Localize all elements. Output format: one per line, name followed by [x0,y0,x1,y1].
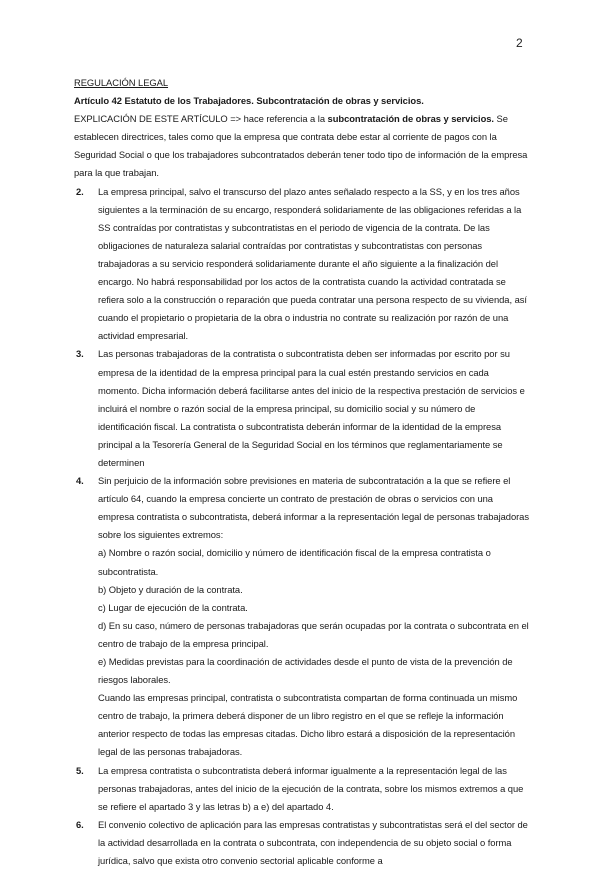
item-number: 4. [76,475,84,487]
subitem-c: c) Lugar de ejecución de la contrata. [98,601,248,613]
item-text: La empresa contratista o subcontratista deberá informar igualmente a la representación legal de las personas trabajadoras, antes del inicio de la ejecución de la contrata, sobre los mismos extremos a que se refiere el apartado 3 y las letras b) a e) del apartado 4. [98,764,524,812]
subitem-a: a) Nombre o razón social, domicilio y número de identificación fiscal de la empresa contratista o subcontratista. [98,547,491,577]
list-item [74,345,530,472]
item-number: 6. [76,818,84,830]
section-heading: REGULACIÓN LEGAL [74,77,169,88]
article-title: Artículo 42 Estatuto de los Trabajadores. Subcontratación de obras y servicios. [74,95,424,107]
item-number: 3. [76,348,84,360]
article-explanation [74,110,530,182]
list-item [74,762,530,816]
item-text: Sin perjuicio de la información sobre previsiones en materia de subcontratación a la que se refiere el artículo 64, cuando la empresa concierte un contrato de prestación de obras o servicios con una empresa contratista o subcontratista, deberá informar a la representación legal de personas trabajadoras sobre los siguientes extremos: [98,475,529,541]
explanation-topic: subcontratación de obras y servicios. [327,113,494,125]
subitem-paragraph: Cuando las empresas principal, contratista o subcontratista compartan de forma continuada un mismo centro de trabajo, la primera deberá disponer de un libro registro en el que se refleje la información anterior respecto de todas las empresas citadas. Dicho libro estará a disposición de la representación legal de las personas trabajadoras. [98,692,518,758]
subitem-b: b) Objeto y duración de la contrata. [98,583,243,595]
document-body [74,74,530,870]
item-text: El convenio colectivo de aplicación para las empresas contratistas y subcontratistas será el del sector de la actividad desarrollada en la contrata o subcontrata, con independencia de su objeto social o forma jurídica, salvo que exista otro convenio sectorial aplicable conforme a [98,818,528,867]
explanation-text: Se establecen directrices, tales como que la empresa que contrata debe estar al corriente de pagos con la Seguridad Social o que los trabajadores subcontratados deberán tener todo tipo de información de la empresa para la que trabajan. [74,113,528,179]
list-item [74,472,530,762]
subitem-e: e) Medidas previstas para la coordinación de actividades desde el punto de vista de la prevención de riesgos laborales. [98,656,513,686]
item-number: 2. [76,185,84,197]
article-items [74,183,530,870]
list-item [74,183,530,346]
explanation-prefix: EXPLICACIÓN DE ESTE ARTÍCULO => hace referencia a la [74,113,328,125]
item-number: 5. [76,764,84,776]
list-item [74,816,530,870]
page-number: 2 [516,36,523,50]
item-text: Las personas trabajadoras de la contratista o subcontratista deben ser informadas por escrito por su empresa de la identidad de la empresa principal para la cual estén prestando servicios en cada momento. Dicha información deberá facilitarse antes del inicio de la respectiva prestación de servicios e incluirá el nombre o razón social de la empresa principal, su domicilio social y su número de identificación fiscal. La contratista o subcontratista deberán informar de la identidad de la empresa principal a la Tesorería General de la Seguridad Social en los términos que reglamentariamente se determinen [98,348,525,468]
item-text: La empresa principal, salvo el transcurso del plazo antes señalado respecto a la SS, y en los tres años siguientes a la terminación de su encargo, responderá solidariamente de las obligaciones referidas a la SS contraídas por contratistas y subcontratistas en el periodo de vigencia de la contrata. De las obligaciones de naturaleza salarial contraídas por contratistas y subcontratistas con personas trabajadoras a su servicio responderá solidariamente durante el año siguiente a la finalización del encargo. No habrá responsabilidad por los actos de la contratista cuando la actividad contratada se refiera solo a la construcción o reparación que pueda contratar una persona respecto de su vivienda, así cuando el propietario o propietaria de la obra o industria no contrate su realización por razón de una actividad empresarial. [98,185,527,342]
subitem-d: d) En su caso, número de personas trabajadoras que serán ocupadas por la contrata o subcontrata en el centro de trabajo de la empresa principal. [98,619,529,649]
